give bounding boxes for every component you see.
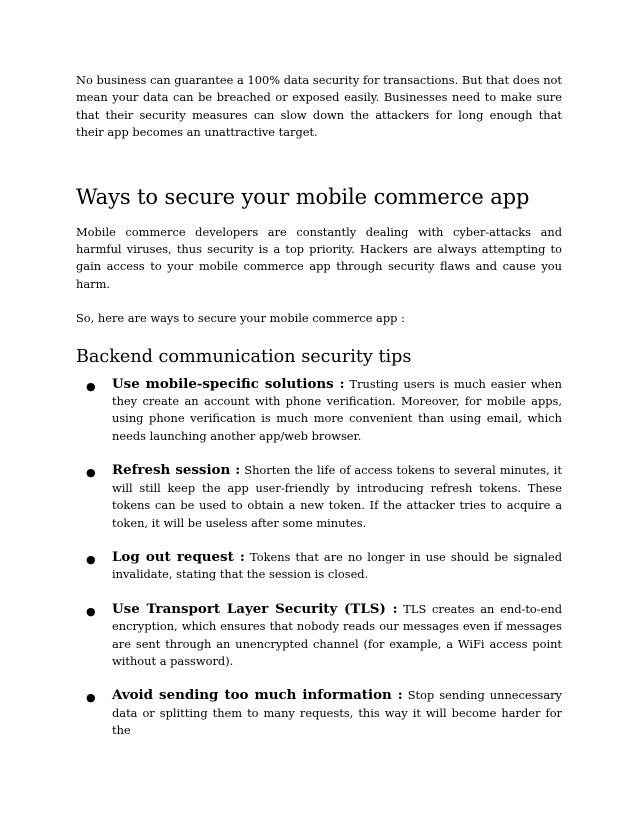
- list-item-term: Use Transport Layer Security (TLS) :: [112, 600, 398, 617]
- tips-list: [76, 376, 562, 740]
- spacer: [76, 293, 562, 310]
- spacer: [76, 328, 562, 346]
- list-item-text: Trusting users is much easier when they create an account with phone verification. Moreover, for mobile apps, using phone verification is much more convenient than using email, which needs launching another app/web browser.: [112, 376, 562, 443]
- bullet-icon: ●: [86, 552, 96, 566]
- bullet-icon: ●: [86, 604, 96, 618]
- list-item-term: Avoid sending too much information :: [112, 687, 403, 704]
- list-item-term: Refresh session :: [112, 462, 241, 479]
- section-paragraph-1: Mobile commerce developers are constantly dealing with cyber-attacks and harmful viruses, thus security is a top priority. Hackers are always attempting to gain access to your mobile commerce app through security flaws and cause you harm.: [76, 224, 562, 291]
- document-page: [76, 72, 562, 740]
- spacer: [76, 210, 562, 224]
- list-item: [76, 687, 562, 739]
- list-item: [76, 462, 562, 532]
- intro-paragraph: No business can guarantee a 100% data security for transactions. But that does not mean your data can be breached or exposed easily. Businesses need to make sure that their security measures can slow down the attackers for long enough that their app becomes an unattractive target.: [76, 73, 562, 140]
- list-item-term: Use mobile-specific solutions :: [112, 375, 345, 392]
- list-item-text: Stop sending unnecessary data or splitting them to many requests, this way it will become harder for the: [112, 688, 562, 738]
- list-item-text: Shorten the life of access tokens to several minutes, it will still keep the app user-friendly by introducing refresh tokens. These tokens can be used to obtain a new token. If the attacker tries to acquire a token, it will be useless after some minutes.: [112, 463, 562, 530]
- spacer: [76, 142, 562, 184]
- section-paragraph-2: So, here are ways to secure your mobile commerce app :: [76, 311, 405, 326]
- section-heading: Ways to secure your mobile commerce app: [76, 184, 530, 209]
- list-item-text: Tokens that are no longer in use should be signaled invalidate, stating that the session is closed.: [112, 549, 562, 582]
- subsection-heading: Backend communication security tips: [76, 346, 412, 367]
- list-item: [76, 376, 562, 446]
- list-item: [76, 601, 562, 671]
- list-item-term: Log out request :: [112, 548, 245, 565]
- bullet-icon: ●: [86, 691, 96, 705]
- list-item: [76, 549, 562, 584]
- list-item-text: TLS creates an end-to-end encryption, which ensures that nobody reads our messages even if messages are sent through an unencrypted channel (for example, a WiFi access point without a password).: [112, 601, 563, 668]
- bullet-icon: ●: [86, 466, 96, 480]
- bullet-icon: ●: [86, 379, 96, 393]
- spacer: [76, 368, 562, 376]
